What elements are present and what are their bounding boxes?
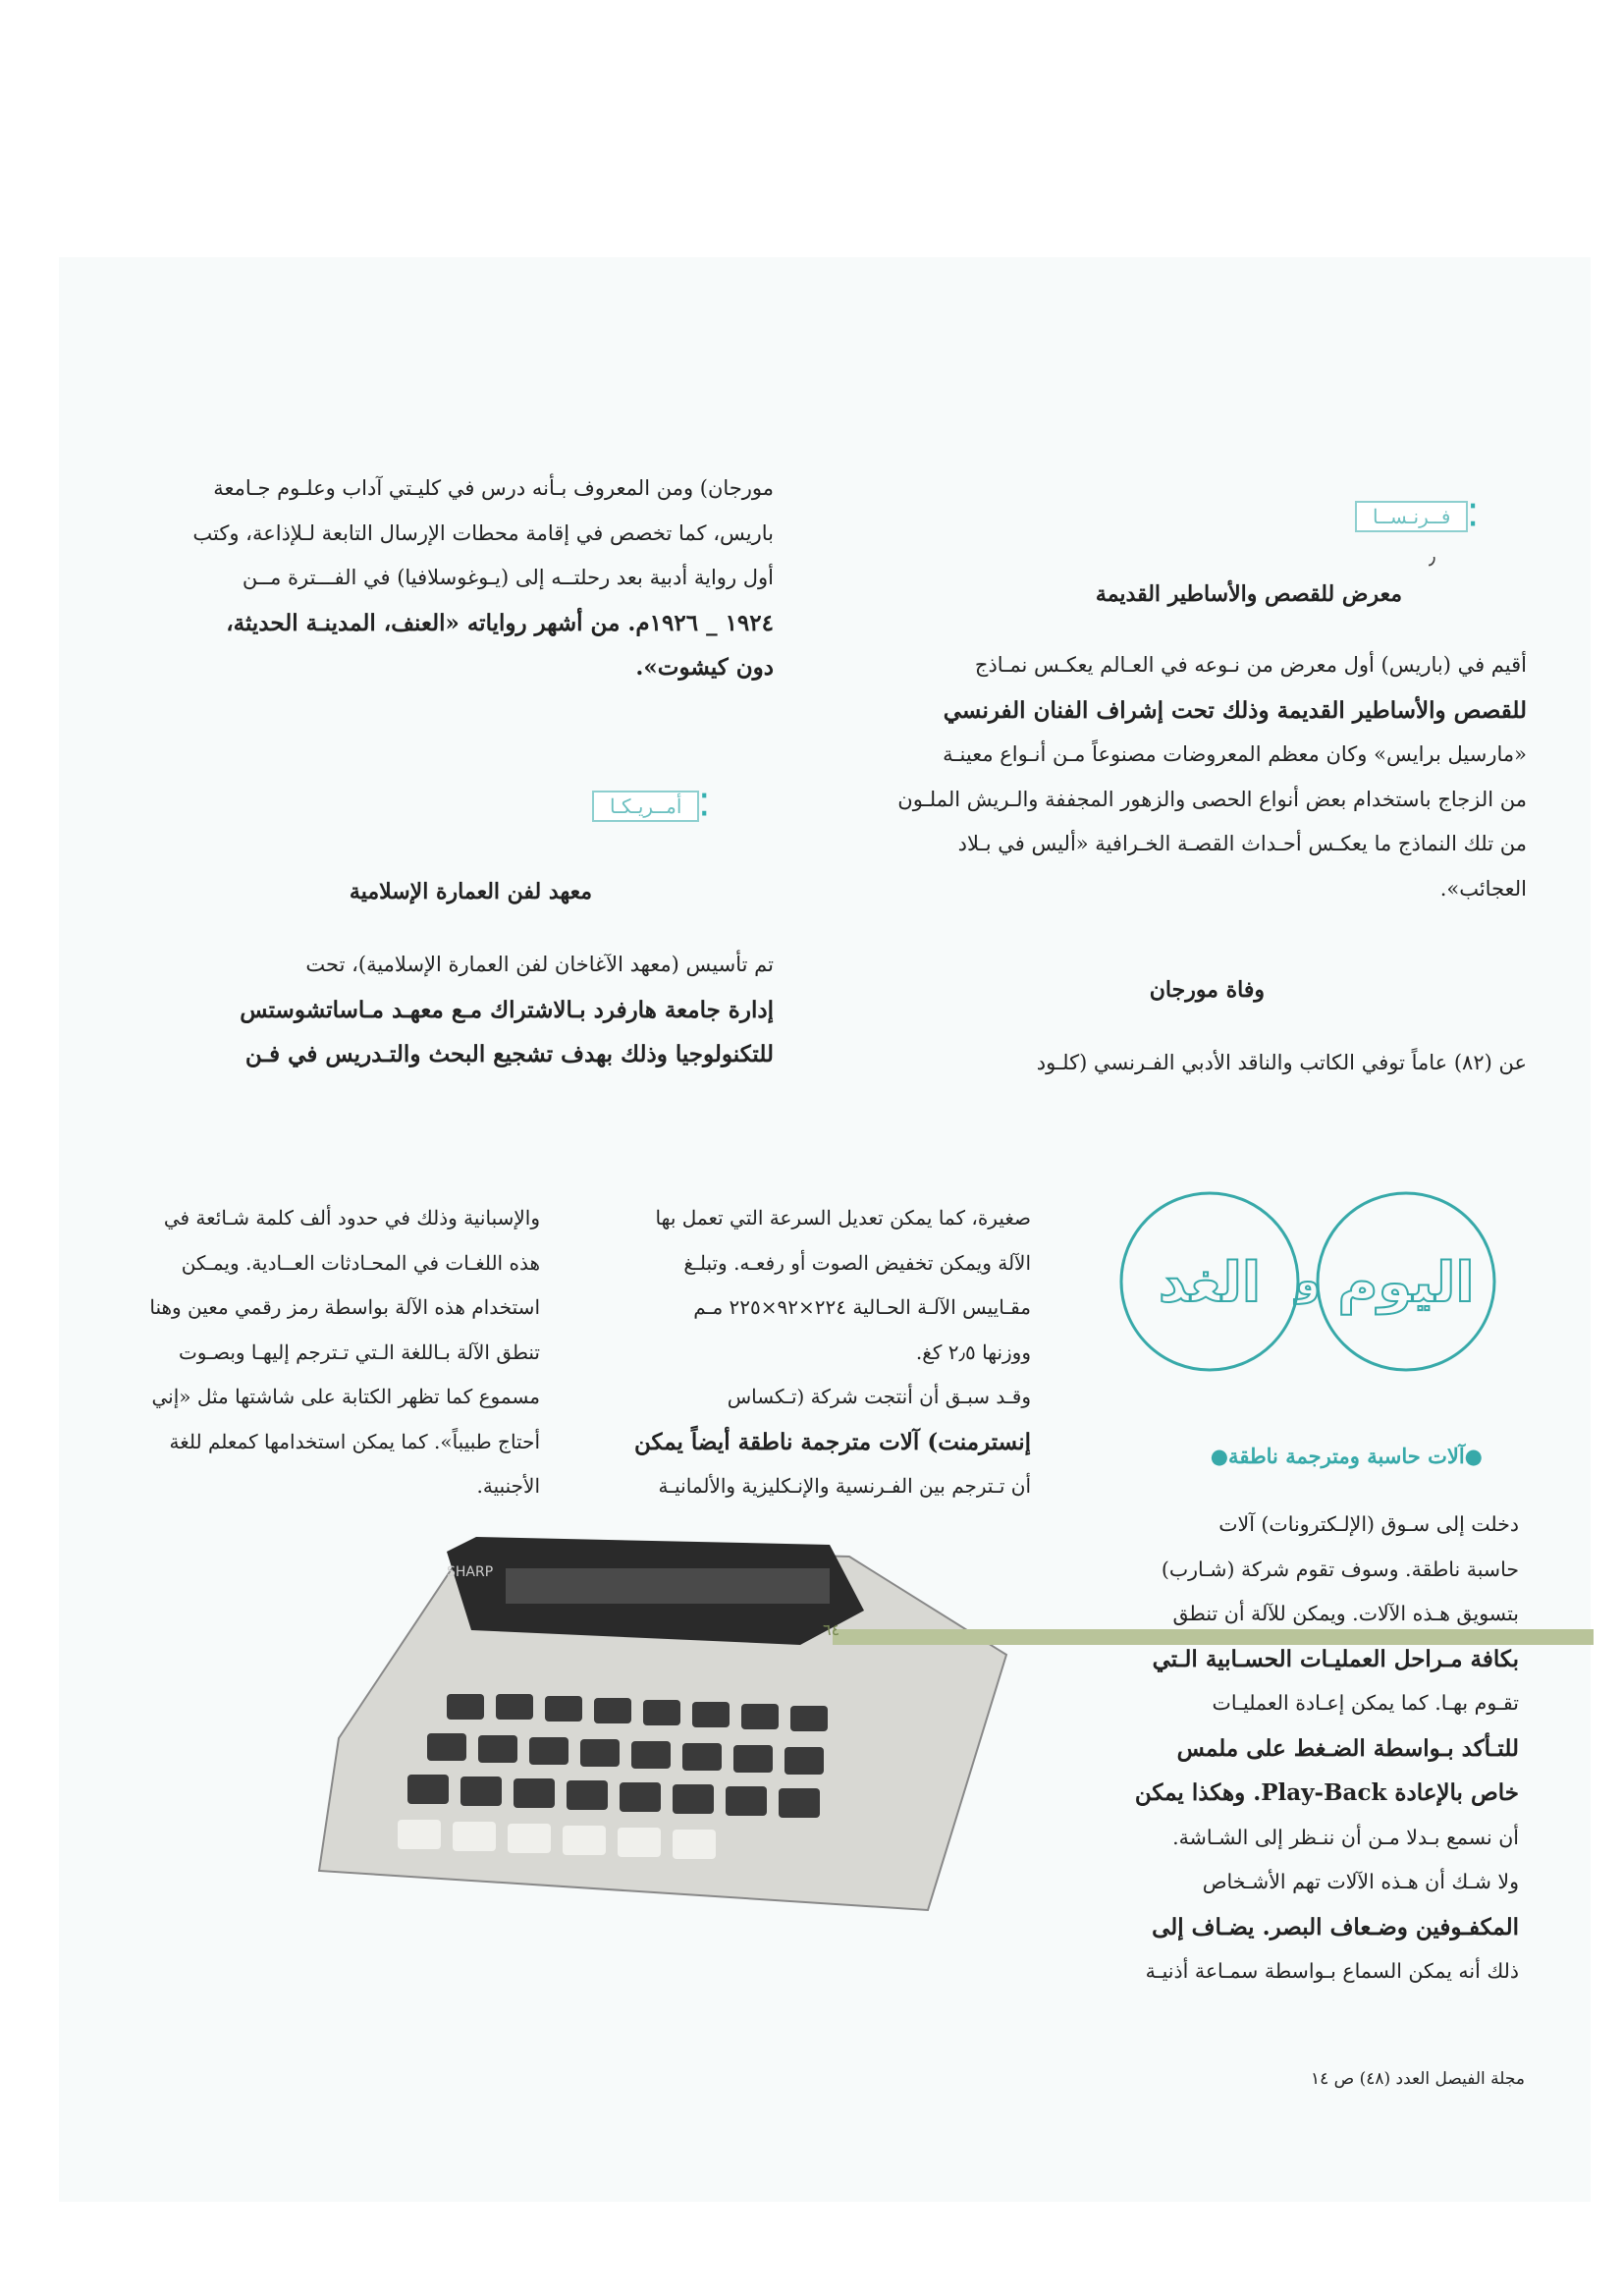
calc-col3-line: تنطق الآلة بـاللغة الـتي تـترجم إليهـا وبصـوت (178, 1339, 540, 1364)
calc-col3-line: هذه اللغـات في المحـادثات العــادية. ويمـكن (181, 1250, 540, 1275)
colon-dots-icon: ⁚ (699, 789, 709, 823)
calc-line: تقـوم بهـا. كما يمكن إعـادة العمليـات (1212, 1691, 1519, 1715)
morgan-line: دون كيشوت». (635, 654, 774, 681)
calc-col3-line: والإسبانية وذلك في حدود ألف كلمة شـائعة في (163, 1206, 540, 1230)
calc-line: ذلك أنه يمكن السماع بـواسطة سمـاعة أذنيـة (1145, 1959, 1519, 1983)
architecture-line: تم تأسيس (معهد الآغاخان لفن العمارة الإسلامية)، تحت (305, 953, 774, 976)
today-tomorrow-logo (1116, 1188, 1499, 1375)
exhibit-heading: معرض للقصص والأساطير القديمة (1095, 581, 1402, 607)
section-tag-america (592, 791, 713, 822)
calc-line: أن نسمع بـدلا مـن أن ننـظر إلى الشـاشة. (1172, 1825, 1519, 1849)
france-tag-label: فــرنـســا (1355, 501, 1468, 532)
calc-col2-line: إنسترمنت) آلات مترجمة ناطقة أيضاً يمكن (634, 1428, 1031, 1455)
talking-calculator-photo (299, 1527, 1026, 1920)
calc-col2-line: وقـد سبـق أن أنتجت شركة (تـكساس (727, 1385, 1031, 1408)
calculators-subheading: ●آلات حاسبة ومترجمة ناطقة● (1210, 1444, 1483, 1468)
calc-line: ولا شـك أن هـذه الآلات تهم الأشـخاص (1202, 1870, 1519, 1893)
exhibit-line: من تلك النماذج ما يعكـس أحـداث القصـة الخـرافية «أليس في بـلاد (957, 832, 1527, 855)
exhibit-line: العجائب». (1439, 876, 1527, 901)
morgan-line: أول رواية أدبية بعد رحلتــه إلى (يـوغوسلافيا) في الفـــترة مــن (242, 566, 774, 589)
calc-line: بكافة مـراحل العمليـات الحسـابية الـتي (1152, 1645, 1519, 1672)
calc-line: دخلت إلى سـوق (الإلـكترونات) آلات (1218, 1512, 1519, 1536)
exhibit-article (864, 643, 1527, 911)
calc-col2-line: أن تـترجم بين الفـرنسية والإنـكليزية والألمانيـة (658, 1474, 1031, 1498)
calc-col2-line: ووزنها ٢٫٥ كغ. (915, 1339, 1031, 1364)
calc-line: خاص بالإعادة Play-Back. وهكذا يمكن (1134, 1779, 1519, 1806)
calc-col3-line: الأجنبية. (476, 1474, 540, 1498)
logo-conjunction: و (1295, 1259, 1321, 1304)
exhibit-line: من الزجاج باستخدام بعض أنواع الحصى والزهور المجففة والـريش الملـون (897, 787, 1527, 811)
calc-col2-line: الآلة ويمكن تخفيض الصوت أو رفعـه. وتبلـغ (683, 1250, 1031, 1275)
islamic-architecture-article (108, 943, 774, 1077)
morgan-line: باريس، كما تخصص في إقامة محطات الإرسال التابعة لـلإذاعة، وكتب (192, 520, 774, 545)
decorative-bar (833, 1629, 1594, 1645)
exhibit-line: للقصص والأساطير القديمة وذلك تحت إشراف الفنان الفرنسي (943, 696, 1527, 724)
stray-mark: ٫ (1429, 545, 1436, 570)
logo-word-today: اليوم (1337, 1251, 1475, 1315)
calculators-article-col3 (108, 1196, 540, 1509)
bar-mark: ٦٤ (823, 1620, 840, 1639)
architecture-line: للتكنولوجيا وذلك بهدف تشجيع البحث والتـدريس في فـن (244, 1041, 774, 1067)
calc-col2-line: مقـاييس الآلـة الحـالية ٢٢٤×٩٢×٢٢٥ مـم (693, 1295, 1031, 1319)
death-heading: وفاة مورجان (1149, 977, 1265, 1003)
death-line: عن (٨٢) عاماً توفي الكاتب والناقد الأدبي الفـرنسي (كلـود (1036, 1051, 1527, 1074)
calc-col3-line: أحتاج طبيباً». كما يمكن استخدامها كمعلم للغة (169, 1429, 540, 1453)
exhibit-line: أقيم في (باريس) أول معرض من نـوعه في العـالم يعكـس نمـاذج (974, 653, 1527, 677)
morgan-line: ١٩٢٤ _ ١٩٢٦م. من أشهر رواياته «العنف، المدينـة الحديثة، (226, 609, 774, 636)
calc-line: للتـأكد بـواسطة الضـغط على ملمس (1176, 1734, 1519, 1762)
colon-dots-icon: ⁚ (1468, 499, 1478, 533)
morgan-line: مورجان) ومن المعروف بـأنه درس في كليـتي آداب وعلـوم جـامعة (213, 476, 774, 500)
calc-col2-line: صغيرة، كما يمكن تعديل السرعة التي تعمل بها (655, 1206, 1031, 1230)
logo-word-tomorrow: الغد (1158, 1251, 1262, 1315)
section-tag-france (1355, 501, 1482, 532)
death-article (864, 1041, 1527, 1086)
islamic-architecture-heading: معهد لفن العمارة الإسلامية (349, 879, 592, 904)
calc-col3-line: استخدام هذه الآلة بواسطة رمز رقمي معين وهنا (149, 1295, 540, 1319)
calculators-article (1070, 1503, 1519, 1995)
display-window (506, 1568, 830, 1604)
exhibit-line: «مارسيل برايس» وكان معظم المعروضات مصنوعاً مـن أنـواع معينـة (943, 742, 1527, 766)
calculators-article-col2 (604, 1196, 1031, 1509)
calc-col3-line: مسموع كما تظهر الكتابة على شاشتها مثل «إني (151, 1385, 540, 1408)
brand-label: SHARP (447, 1564, 494, 1580)
page-footer: مجلة الفيصل العدد (٤٨) ص ١٤ (1310, 2069, 1525, 2089)
calc-line: بتسويق هـذه الآلات. ويمكن للآلة أن تنطق (1172, 1602, 1519, 1625)
architecture-line: إدارة جامعة هارفرد بـالاشتراك مـع معهـد مـاساتشوستس (240, 996, 774, 1023)
calc-line: حاسبة ناطقة. وسوف تقوم شركة (شـارب) (1161, 1557, 1519, 1581)
america-tag-label: أمــريـكـا (592, 791, 699, 822)
calc-line: المكفـوفين وضـعاف البصر. يضـاف إلى (1152, 1913, 1519, 1941)
morgan-article (108, 466, 774, 690)
